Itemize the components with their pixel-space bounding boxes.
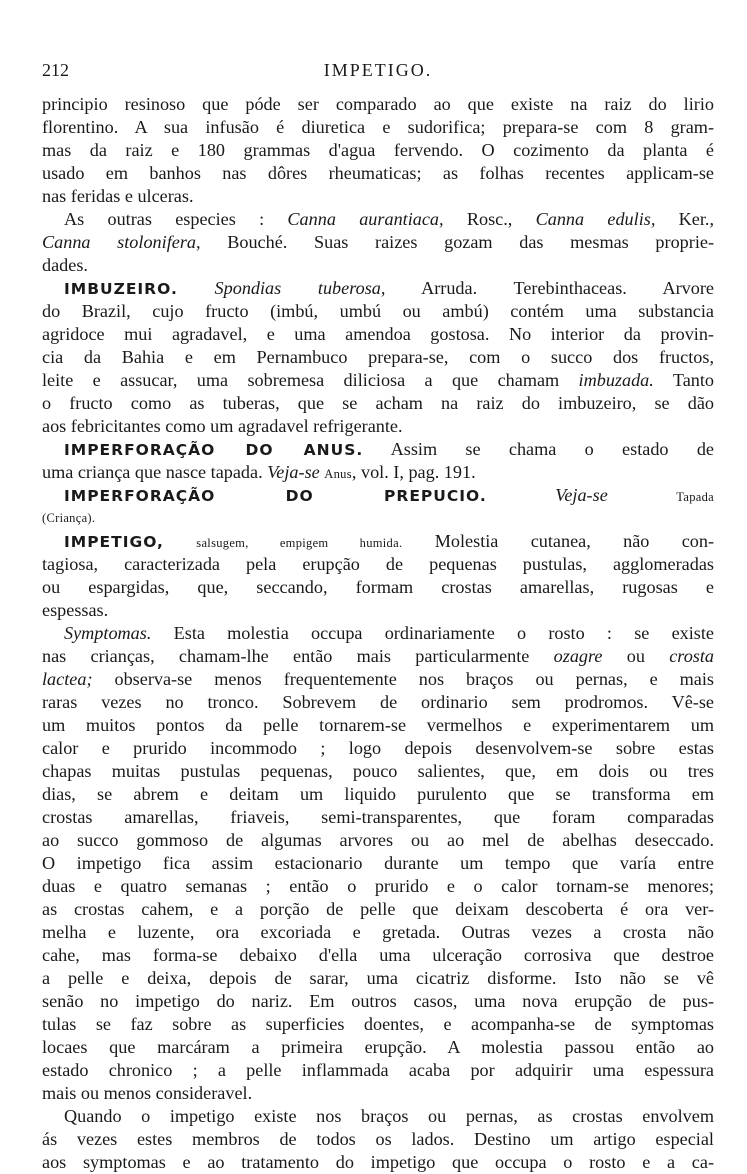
- italic-term: lactea;: [42, 669, 93, 689]
- text-line: ou espargidas, que, seccando, formam crostas amarellas, rugosas e: [42, 577, 714, 597]
- entry-imperforacao-prepucio: [42, 484, 714, 507]
- running-title: IMPETIGO.: [323, 60, 433, 80]
- species-name: Canna stolonifera,: [42, 232, 201, 252]
- entry-headword: IMPETIGO,: [64, 533, 164, 551]
- text-line: agridoce mui agradavel, e uma amendoa gostosa. No interior da provin-: [42, 324, 714, 344]
- text-span: observa-se menos frequentemente nos braços ou pernas, e mais: [114, 669, 715, 689]
- text-line: [42, 668, 714, 691]
- text-line: o fructo como as tuberas, que se acham na raiz do imbuzeiro, se dão: [42, 393, 714, 413]
- entry-headword: IMPERFORAÇÃO DO PREPUCIO.: [64, 487, 487, 505]
- text-line: [42, 208, 714, 231]
- text-span: Assim se chama o estado de: [390, 439, 714, 459]
- text-span: nas crianças, chamam-lhe então mais particularmente: [42, 646, 530, 666]
- text-line: [42, 369, 714, 392]
- entry-imbuzeiro: [42, 277, 714, 300]
- text-line: a pelle e deixa, depois de sarar, uma cicatriz disforme. Isto não se vê: [42, 968, 714, 988]
- text-line: espessas.: [42, 600, 109, 620]
- text-span: As outras especies :: [64, 209, 265, 229]
- italic-term: Veja-se: [555, 485, 608, 505]
- text-line: mas da raiz e 180 grammas d'agua fervendo. O cozimento da planta é: [42, 140, 714, 160]
- text-span: Ker.,: [678, 209, 715, 229]
- text-line: mais ou menos consideravel.: [42, 1083, 253, 1103]
- text-line: locaes que marcáram a primeira erupção. A molestia passou então ao: [42, 1037, 714, 1057]
- text-line: do Brazil, cujo fructo (imbú, umbú ou ambú) contém uma substancia: [42, 301, 714, 321]
- text-line: [42, 622, 714, 645]
- italic-term: Veja-se: [267, 462, 320, 482]
- body-text: [42, 93, 714, 1174]
- italic-term: ozagre: [553, 646, 603, 666]
- text-line: duas e quatro semanas ; então o prurido e o calor tornam-se menores;: [42, 876, 714, 896]
- text-line: crostas amarellas, friaveis, semi-transparentes, que foram comparadas: [42, 807, 714, 827]
- text-line: [42, 461, 714, 484]
- text-line: [42, 645, 714, 668]
- text-line: ao succo gommoso de algumas arvores ou ao mel de abelhas deseccado.: [42, 830, 714, 850]
- text-line: dades.: [42, 255, 88, 275]
- text-line: cahe, mas forma-se debaixo d'ella uma ulceração corrosiva que destroe: [42, 945, 714, 965]
- text-line: estado chronico ; a pelle inflammada acaba por adquirir uma espessura: [42, 1060, 714, 1080]
- page-number: 212: [42, 60, 69, 80]
- text-span: Esta molestia occupa ordinariamente o rosto : se existe: [173, 623, 714, 643]
- text-line: calor e prurido incommodo ; logo depois desenvolvem-se sobre estas: [42, 738, 714, 758]
- entry-headword: IMPERFORAÇÃO DO ANUS.: [64, 441, 364, 459]
- text-line: raras vezes no tronco. Sobrevem de ordinario sem prodromos. Vê-se: [42, 692, 714, 712]
- text-span: leite e assucar, uma sobremesa diliciosa a que chamam: [42, 370, 560, 390]
- text-line: ás vezes estes membros de todos os lados. Destino um artigo especial: [42, 1129, 714, 1149]
- cross-reference: Tapada: [676, 490, 714, 504]
- text-line: usado em banhos nas dôres rheumaticas; as folhas recentes applicam-se: [42, 163, 714, 183]
- entry-headword: IMBUZEIRO.: [64, 280, 178, 298]
- text-line: tagiosa, caracterizada pela erupção de pequenas pustulas, agglomeradas: [42, 554, 714, 574]
- text-line: principio resinoso que póde ser comparado ao que existe na raiz do lirio: [42, 94, 714, 114]
- text-line: dias, se abrem e deitam um liquido purulento que se transforma em: [42, 784, 714, 804]
- text-line: aos symptomas e ao tratamento do impetigo que occupa o rosto e a ca-: [42, 1152, 714, 1172]
- species-name: Canna edulis,: [535, 209, 656, 229]
- text-span: uma criança que nasce tapada.: [42, 462, 263, 482]
- synonyms: salsugem, empigem humida.: [196, 536, 403, 550]
- entry-imperforacao-anus: [42, 438, 714, 461]
- species-name: Spondias tuberosa,: [214, 278, 386, 298]
- text-span: , vol. I, pag. 191.: [351, 462, 476, 482]
- text-span: Molestia cutanea, não con-: [434, 531, 715, 551]
- cross-reference: Anus: [324, 467, 352, 481]
- text-line: chapas muitas pustulas pequenas, pouco salientes, que, em dois ou tres: [42, 761, 714, 781]
- species-name: Canna aurantiaca,: [287, 209, 444, 229]
- cross-reference: (Criança).: [42, 511, 96, 525]
- text-line: [42, 231, 714, 254]
- text-span: Tanto: [672, 370, 715, 390]
- text-line: senão no impetigo do nariz. Em outros casos, uma nova erupção de pus-: [42, 991, 714, 1011]
- text-line: cia da Bahia e em Pernambuco prepara-se, com o succo dos fructos,: [42, 347, 714, 367]
- text-span: Arruda. Terebinthaceas. Arvore: [421, 278, 714, 298]
- text-line: um muitos pontos da pelle tornarem-se vermelhos e experimentarem um: [42, 715, 714, 735]
- page-header: [42, 60, 714, 86]
- section-label: Symptomas.: [64, 623, 152, 643]
- text-span: ou: [626, 646, 645, 666]
- text-line: as crostas cahem, e a porção de pelle que deixam descoberta é ora ver-: [42, 899, 714, 919]
- italic-term: imbuzada.: [578, 370, 654, 390]
- italic-term: crosta: [669, 646, 715, 666]
- text-line: Quando o impetigo existe nos braços ou pernas, as crostas envolvem: [64, 1106, 714, 1126]
- text-line: O impetigo fica assim estacionario durante um tempo que varía entre: [42, 853, 714, 873]
- entry-impetigo: [42, 530, 714, 553]
- text-line: nas feridas e ulceras.: [42, 186, 194, 206]
- text-span: Rosc.,: [466, 209, 513, 229]
- text-line: melha e luzente, ora excoriada e gretada. Outras vezes a crosta não: [42, 922, 714, 942]
- text-line: florentino. A sua infusão é diuretica e sudorifica; prepara-se com 8 gram-: [42, 117, 714, 137]
- text-line: tulas se faz sobre as superficies doentes, e acompanha-se de symptomas: [42, 1014, 714, 1034]
- text-line: aos febricitantes como um agradavel refrigerante.: [42, 416, 403, 436]
- text-span: Bouché. Suas raizes gozam das mesmas proprie-: [227, 232, 715, 252]
